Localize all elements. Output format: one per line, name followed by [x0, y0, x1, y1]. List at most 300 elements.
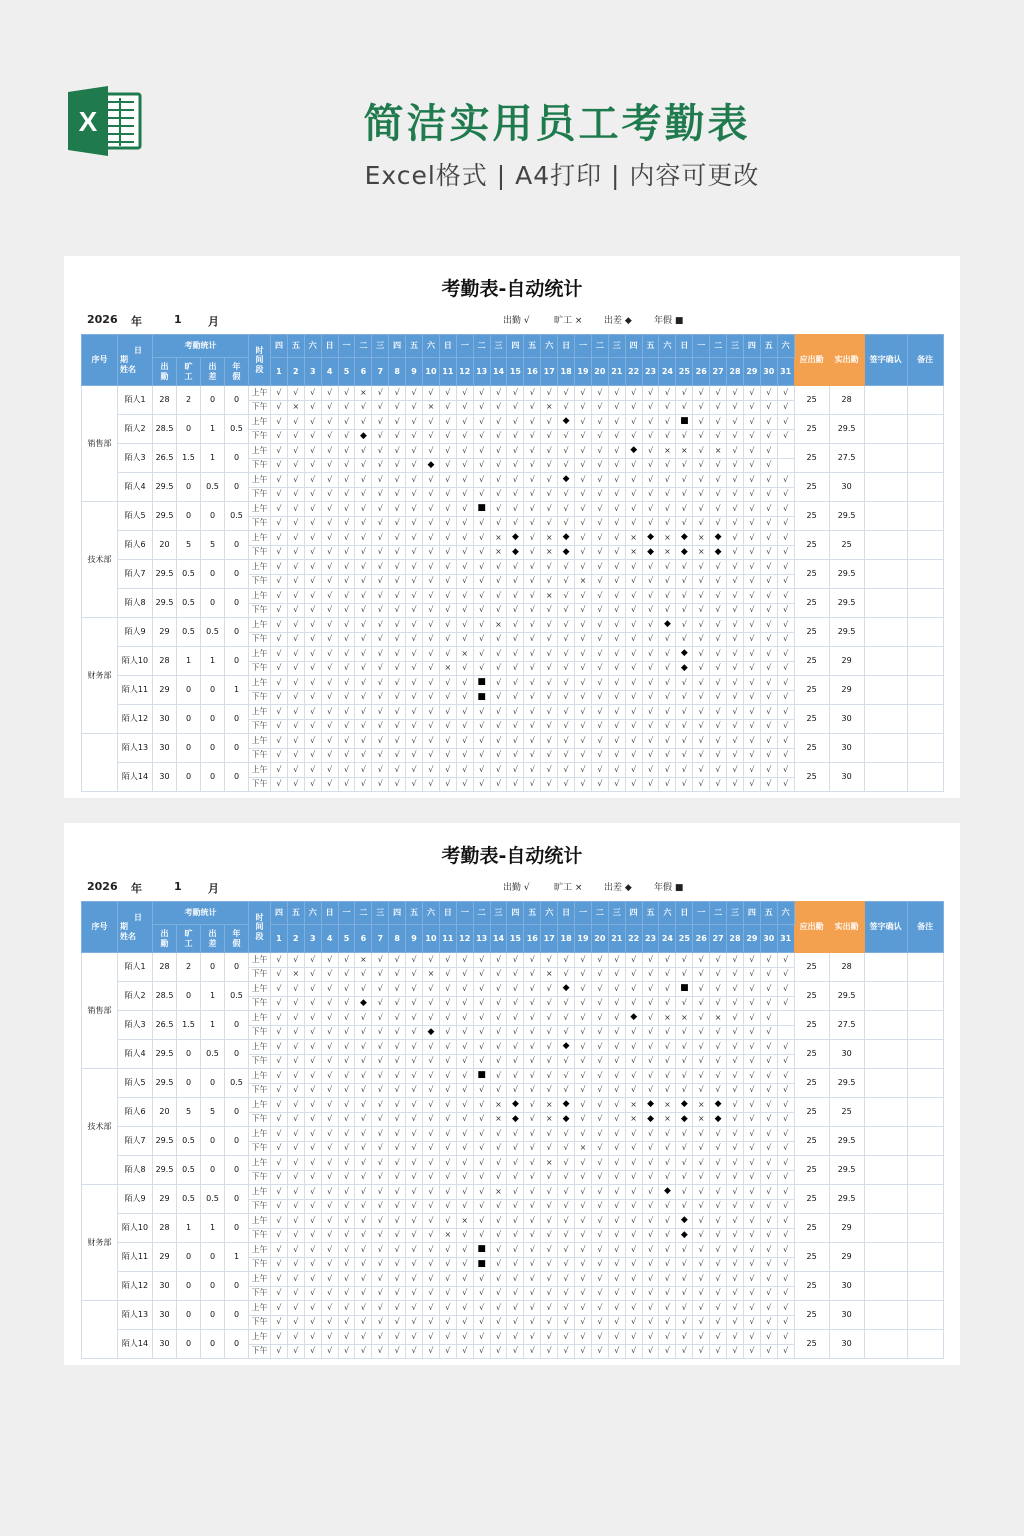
attendance-mark: √: [743, 690, 760, 705]
year-value: 2026: [87, 313, 118, 326]
actual-days: 29.5: [829, 415, 864, 444]
attendance-mark: ×: [439, 1228, 456, 1243]
attendance-mark: √: [372, 603, 389, 618]
attendance-mark: √: [372, 705, 389, 720]
attendance-mark: √: [473, 1214, 490, 1229]
half-day-label: 上午: [249, 1040, 271, 1055]
attendance-mark: [777, 1025, 794, 1040]
day-number-cell: 16: [524, 925, 541, 953]
attendance-mark: √: [558, 661, 575, 676]
attendance-mark: √: [372, 1330, 389, 1345]
attendance-mark: √: [693, 982, 710, 997]
attendance-mark: √: [456, 705, 473, 720]
attendance-mark: √: [676, 1286, 693, 1301]
attendance-mark: √: [372, 502, 389, 517]
remark-cell: [907, 982, 943, 1011]
attendance-mark: √: [389, 676, 406, 691]
attendance-mark: √: [338, 1243, 355, 1258]
attendance-mark: √: [287, 386, 304, 401]
attendance-mark: √: [439, 1199, 456, 1214]
attendance-mark: √: [625, 487, 642, 502]
attendance-mark: ◆: [625, 444, 642, 459]
attendance-mark: √: [777, 719, 794, 734]
attendance-mark: √: [676, 429, 693, 444]
attendance-mark: √: [676, 618, 693, 633]
attendance-mark: √: [558, 763, 575, 778]
attendance-mark: √: [423, 719, 440, 734]
attendance-mark: √: [439, 1214, 456, 1229]
attendance-mark: √: [608, 1301, 625, 1316]
attendance-mark: ■: [473, 1257, 490, 1272]
attendance-mark: √: [490, 719, 507, 734]
actual-days: 29.5: [829, 502, 864, 531]
attendance-mark: √: [743, 1199, 760, 1214]
attendance-mark: √: [304, 400, 321, 415]
attendance-mark: √: [608, 1243, 625, 1258]
attendance-mark: √: [642, 603, 659, 618]
attendance-mark: √: [406, 1083, 423, 1098]
attendance-mark: √: [423, 1315, 440, 1330]
attendance-mark: √: [423, 763, 440, 778]
attendance-mark: √: [338, 1141, 355, 1156]
attendance-mark: √: [625, 1156, 642, 1171]
attendance-mark: √: [659, 487, 676, 502]
attendance-mark: √: [406, 982, 423, 997]
attendance-mark: √: [727, 589, 744, 604]
attendance-mark: √: [659, 1214, 676, 1229]
stat-present: 29.5: [153, 473, 177, 502]
attendance-mark: √: [271, 1344, 288, 1359]
attendance-mark: √: [608, 458, 625, 473]
attendance-mark: √: [591, 1127, 608, 1142]
attendance-mark: √: [507, 1272, 524, 1287]
attendance-mark: √: [625, 632, 642, 647]
employee-name: 陌人13: [118, 734, 153, 763]
attendance-mark: √: [642, 1286, 659, 1301]
attendance-mark: √: [338, 574, 355, 589]
attendance-mark: √: [760, 1127, 777, 1142]
day-number-cell: 22: [625, 358, 642, 386]
attendance-mark: √: [558, 1069, 575, 1084]
attendance-mark: √: [372, 690, 389, 705]
day-number-cell: 24: [659, 358, 676, 386]
attendance-mark: √: [406, 1228, 423, 1243]
stat-absent: 5: [177, 1098, 201, 1127]
attendance-mark: √: [743, 1069, 760, 1084]
attendance-mark: √: [304, 1098, 321, 1113]
attendance-mark: √: [456, 1069, 473, 1084]
actual-days: 29.5: [829, 1156, 864, 1185]
attendance-mark: √: [642, 953, 659, 968]
attendance-mark: √: [355, 1112, 372, 1127]
attendance-mark: √: [693, 603, 710, 618]
attendance-mark: √: [507, 1286, 524, 1301]
attendance-mark: √: [355, 618, 372, 633]
half-day-label: 下午: [249, 719, 271, 734]
attendance-mark: √: [439, 953, 456, 968]
attendance-mark: √: [558, 560, 575, 575]
attendance-mark: √: [355, 1214, 372, 1229]
day-number-cell: 13: [473, 925, 490, 953]
attendance-mark: √: [625, 1054, 642, 1069]
attendance-mark: √: [777, 1098, 794, 1113]
attendance-mark: √: [304, 1170, 321, 1185]
attendance-mark: √: [524, 502, 541, 517]
attendance-mark: √: [321, 458, 338, 473]
attendance-mark: √: [389, 444, 406, 459]
attendance-mark: ×: [541, 1112, 558, 1127]
header-corner-day: 日: [134, 913, 142, 923]
attendance-mark: √: [524, 661, 541, 676]
stat-leave: 0: [225, 473, 249, 502]
attendance-mark: √: [743, 661, 760, 676]
attendance-mark: √: [743, 1214, 760, 1229]
attendance-mark: √: [406, 560, 423, 575]
attendance-mark: √: [659, 1286, 676, 1301]
attendance-mark: √: [777, 1286, 794, 1301]
day-number-cell: 29: [743, 925, 760, 953]
attendance-mark: √: [760, 1170, 777, 1185]
attendance-mark: √: [439, 444, 456, 459]
attendance-mark: √: [676, 1344, 693, 1359]
attendance-mark: √: [287, 1272, 304, 1287]
attendance-mark: √: [642, 1011, 659, 1026]
attendance-mark: √: [338, 1156, 355, 1171]
remark-cell: [907, 1127, 943, 1156]
attendance-mark: √: [575, 1156, 592, 1171]
attendance-mark: √: [321, 1286, 338, 1301]
attendance-mark: √: [777, 996, 794, 1011]
attendance-mark: √: [743, 748, 760, 763]
attendance-mark: √: [338, 1170, 355, 1185]
attendance-mark: √: [558, 1025, 575, 1040]
attendance-mark: √: [507, 690, 524, 705]
attendance-mark: √: [507, 386, 524, 401]
stat-trip: 0: [201, 1156, 225, 1185]
attendance-mark: √: [524, 777, 541, 792]
attendance-mark: ×: [625, 1098, 642, 1113]
attendance-mark: √: [490, 516, 507, 531]
attendance-mark: √: [321, 647, 338, 662]
attendance-mark: √: [608, 1170, 625, 1185]
half-day-label: 下午: [249, 516, 271, 531]
stat-trip: 1: [201, 415, 225, 444]
sign-cell: [864, 982, 907, 1011]
attendance-mark: ×: [625, 531, 642, 546]
attendance-mark: √: [659, 1156, 676, 1171]
employee-name: 陌人11: [118, 676, 153, 705]
attendance-mark: √: [760, 763, 777, 778]
attendance-mark: √: [727, 661, 744, 676]
attendance-mark: √: [760, 574, 777, 589]
attendance-mark: √: [541, 1127, 558, 1142]
attendance-mark: √: [456, 1315, 473, 1330]
attendance-mark: √: [760, 1286, 777, 1301]
attendance-mark: √: [507, 763, 524, 778]
attendance-mark: √: [659, 1141, 676, 1156]
attendance-mark: √: [490, 1199, 507, 1214]
attendance-mark: √: [490, 982, 507, 997]
attendance-mark: ×: [423, 967, 440, 982]
attendance-mark: √: [355, 531, 372, 546]
attendance-mark: √: [659, 400, 676, 415]
legend-leave: 年假 ■: [654, 883, 684, 893]
actual-days: 29.5: [829, 560, 864, 589]
attendance-mark: √: [558, 1170, 575, 1185]
attendance-mark: √: [777, 1228, 794, 1243]
table-row: [82, 386, 944, 401]
attendance-mark: √: [473, 589, 490, 604]
attendance-mark: √: [355, 502, 372, 517]
attendance-mark: √: [338, 996, 355, 1011]
attendance-mark: √: [659, 734, 676, 749]
attendance-mark: √: [304, 661, 321, 676]
attendance-mark: √: [558, 444, 575, 459]
day-number-cell: 8: [389, 358, 406, 386]
attendance-mark: √: [558, 748, 575, 763]
attendance-mark: √: [591, 1301, 608, 1316]
sign-cell: [864, 1185, 907, 1214]
weekday-cell: 日: [558, 335, 575, 358]
half-day-label: 下午: [249, 1344, 271, 1359]
weekday-cell: 二: [591, 335, 608, 358]
attendance-mark: √: [625, 574, 642, 589]
day-number-cell: 4: [321, 358, 338, 386]
due-days: 25: [794, 502, 829, 531]
attendance-table: [81, 901, 944, 1359]
attendance-mark: √: [608, 516, 625, 531]
attendance-mark: √: [625, 589, 642, 604]
attendance-mark: √: [659, 1330, 676, 1345]
actual-days: 29: [829, 1243, 864, 1272]
attendance-mark: √: [777, 1127, 794, 1142]
attendance-mark: √: [507, 589, 524, 604]
attendance-mark: √: [558, 618, 575, 633]
attendance-mark: √: [271, 1301, 288, 1316]
attendance-mark: √: [524, 545, 541, 560]
attendance-mark: √: [287, 444, 304, 459]
attendance-mark: √: [760, 386, 777, 401]
actual-days: 28: [829, 953, 864, 982]
attendance-mark: √: [591, 1069, 608, 1084]
attendance-mark: √: [439, 1083, 456, 1098]
attendance-mark: √: [473, 444, 490, 459]
attendance-mark: √: [473, 647, 490, 662]
attendance-mark: √: [456, 1170, 473, 1185]
attendance-mark: √: [524, 1141, 541, 1156]
attendance-mark: √: [355, 444, 372, 459]
attendance-mark: √: [608, 386, 625, 401]
actual-days: 30: [829, 1330, 864, 1359]
attendance-mark: √: [406, 1301, 423, 1316]
attendance-mark: √: [473, 545, 490, 560]
attendance-mark: √: [608, 589, 625, 604]
attendance-mark: √: [456, 953, 473, 968]
attendance-mark: √: [439, 400, 456, 415]
attendance-mark: √: [659, 647, 676, 662]
attendance-mark: √: [777, 400, 794, 415]
attendance-mark: √: [760, 1054, 777, 1069]
attendance-mark: √: [439, 1301, 456, 1316]
due-days: 25: [794, 415, 829, 444]
attendance-mark: √: [575, 1301, 592, 1316]
table-row: [82, 1069, 944, 1084]
attendance-mark: √: [743, 400, 760, 415]
attendance-mark: √: [304, 1330, 321, 1345]
weekday-cell: 三: [608, 335, 625, 358]
attendance-mark: √: [642, 982, 659, 997]
day-number-cell: 27: [710, 358, 727, 386]
attendance-mark: √: [659, 458, 676, 473]
attendance-mark: √: [777, 1141, 794, 1156]
half-day-label: 上午: [249, 705, 271, 720]
attendance-mark: √: [473, 487, 490, 502]
attendance-mark: √: [541, 690, 558, 705]
attendance-mark: √: [271, 632, 288, 647]
attendance-mark: √: [473, 1315, 490, 1330]
attendance-mark: √: [372, 415, 389, 430]
attendance-mark: √: [608, 603, 625, 618]
attendance-mark: √: [727, 1083, 744, 1098]
attendance-mark: √: [608, 1228, 625, 1243]
weekday-cell: 五: [524, 335, 541, 358]
header-stat-col: 年假: [225, 358, 249, 386]
weekday-cell: 六: [541, 335, 558, 358]
attendance-mark: √: [355, 1330, 372, 1345]
attendance-mark: ◆: [355, 429, 372, 444]
attendance-mark: ◆: [558, 473, 575, 488]
remark-cell: [907, 386, 943, 415]
attendance-mark: √: [642, 560, 659, 575]
attendance-mark: √: [321, 618, 338, 633]
half-day-label: 上午: [249, 647, 271, 662]
attendance-mark: √: [507, 516, 524, 531]
attendance-mark: √: [490, 632, 507, 647]
attendance-mark: √: [710, 734, 727, 749]
attendance-mark: √: [406, 763, 423, 778]
attendance-mark: √: [423, 676, 440, 691]
attendance-mark: √: [743, 1083, 760, 1098]
attendance-mark: √: [473, 1112, 490, 1127]
attendance-mark: √: [304, 1083, 321, 1098]
attendance-mark: √: [575, 967, 592, 982]
attendance-mark: √: [625, 1083, 642, 1098]
attendance-mark: √: [473, 560, 490, 575]
attendance-mark: √: [473, 1185, 490, 1200]
attendance-mark: √: [406, 386, 423, 401]
attendance-mark: √: [608, 560, 625, 575]
attendance-mark: √: [676, 1069, 693, 1084]
attendance-mark: √: [575, 676, 592, 691]
attendance-mark: √: [423, 1330, 440, 1345]
attendance-mark: √: [608, 1214, 625, 1229]
attendance-mark: √: [389, 1199, 406, 1214]
attendance-mark: √: [591, 386, 608, 401]
attendance-mark: √: [642, 1228, 659, 1243]
attendance-mark: √: [743, 1011, 760, 1026]
attendance-mark: √: [727, 574, 744, 589]
sign-cell: [864, 1156, 907, 1185]
attendance-mark: √: [608, 996, 625, 1011]
attendance-mark: √: [625, 400, 642, 415]
attendance-mark: √: [524, 1069, 541, 1084]
sign-cell: [864, 1301, 907, 1330]
attendance-mark: √: [524, 748, 541, 763]
attendance-mark: √: [541, 1025, 558, 1040]
day-number-cell: 10: [423, 358, 440, 386]
attendance-mark: ◆: [642, 531, 659, 546]
attendance-mark: √: [743, 982, 760, 997]
attendance-mark: √: [575, 618, 592, 633]
attendance-mark: √: [625, 473, 642, 488]
attendance-mark: √: [575, 982, 592, 997]
attendance-mark: √: [423, 661, 440, 676]
attendance-mark: √: [355, 1228, 372, 1243]
attendance-mark: √: [271, 560, 288, 575]
attendance-mark: √: [304, 429, 321, 444]
attendance-mark: √: [287, 429, 304, 444]
attendance-mark: √: [287, 1199, 304, 1214]
attendance-mark: √: [423, 429, 440, 444]
attendance-mark: √: [541, 1272, 558, 1287]
attendance-mark: √: [591, 429, 608, 444]
attendance-mark: √: [760, 777, 777, 792]
attendance-mark: √: [743, 1127, 760, 1142]
attendance-mark: √: [625, 1272, 642, 1287]
attendance-mark: √: [591, 1228, 608, 1243]
attendance-mark: √: [271, 1098, 288, 1113]
attendance-mark: √: [777, 661, 794, 676]
attendance-mark: √: [642, 734, 659, 749]
attendance-mark: √: [608, 1112, 625, 1127]
day-number-cell: 13: [473, 358, 490, 386]
attendance-mark: √: [591, 603, 608, 618]
remark-cell: [907, 502, 943, 531]
attendance-mark: √: [524, 1315, 541, 1330]
attendance-mark: √: [372, 982, 389, 997]
attendance-mark: √: [524, 1098, 541, 1113]
attendance-mark: √: [271, 545, 288, 560]
attendance-mark: √: [659, 996, 676, 1011]
attendance-mark: √: [287, 734, 304, 749]
attendance-mark: √: [372, 589, 389, 604]
attendance-mark: √: [693, 1243, 710, 1258]
stat-trip: 0: [201, 1069, 225, 1098]
attendance-mark: √: [490, 1344, 507, 1359]
attendance-mark: √: [777, 487, 794, 502]
attendance-mark: √: [304, 444, 321, 459]
attendance-mark: √: [507, 982, 524, 997]
attendance-mark: √: [304, 1243, 321, 1258]
attendance-mark: √: [271, 690, 288, 705]
attendance-mark: √: [558, 458, 575, 473]
attendance-mark: √: [406, 429, 423, 444]
employee-name: 陌人3: [118, 444, 153, 473]
attendance-mark: √: [423, 516, 440, 531]
attendance-mark: √: [304, 1344, 321, 1359]
attendance-mark: √: [760, 502, 777, 517]
half-day-label: 上午: [249, 531, 271, 546]
remark-cell: [907, 473, 943, 502]
attendance-mark: √: [355, 632, 372, 647]
header-seq: 序号: [82, 902, 118, 953]
attendance-mark: √: [439, 676, 456, 691]
attendance-mark: √: [439, 1054, 456, 1069]
attendance-mark: √: [558, 1228, 575, 1243]
stat-absent: 1: [177, 647, 201, 676]
attendance-mark: √: [659, 1127, 676, 1142]
attendance-mark: √: [541, 1040, 558, 1055]
